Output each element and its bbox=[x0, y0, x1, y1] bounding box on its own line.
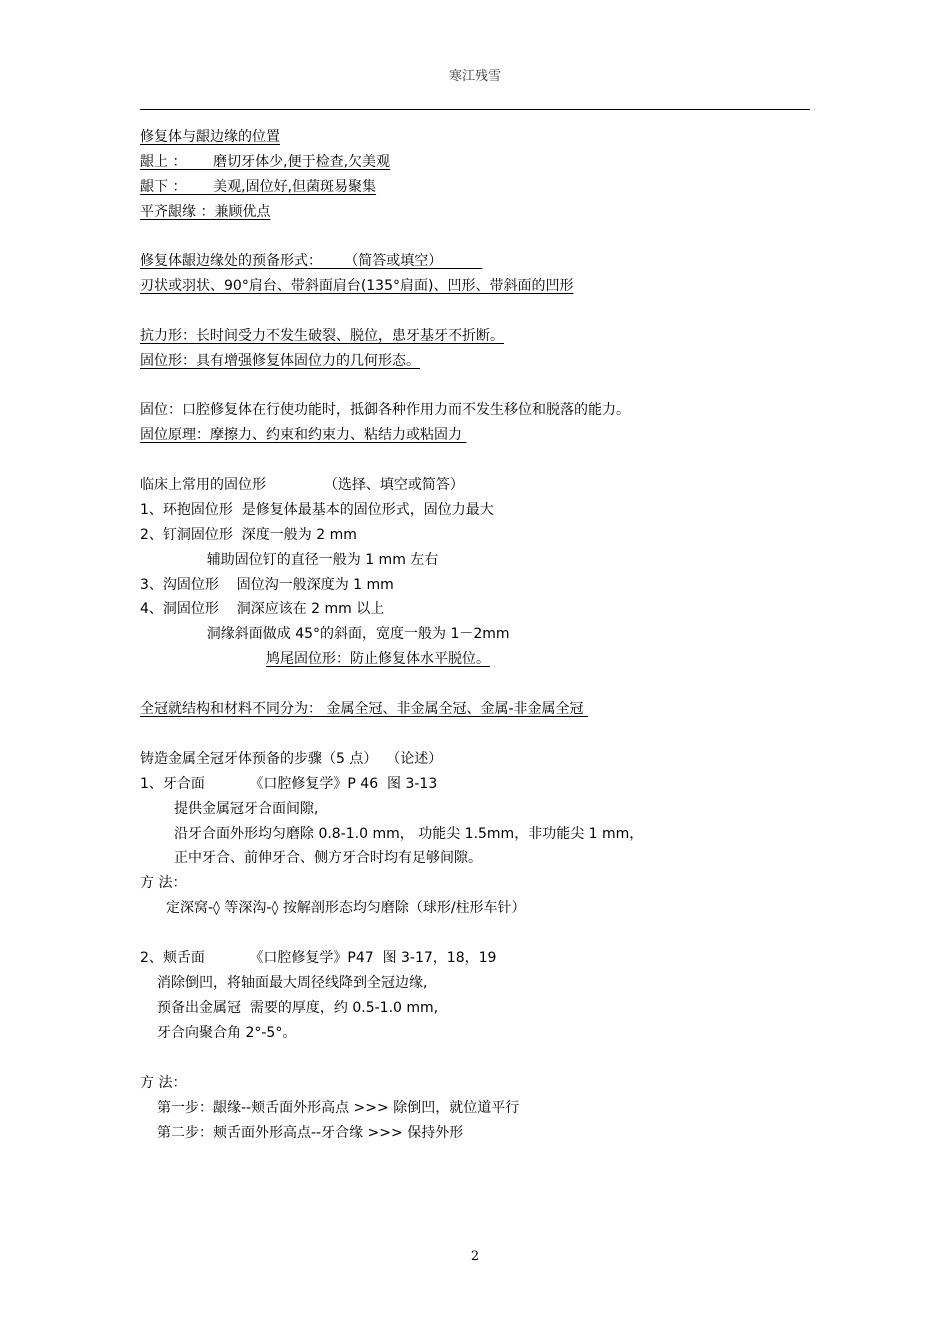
list-item-2: 2、钉洞固位形 深度一般为 2 mm bbox=[140, 527, 357, 543]
text-dovetail-retention: 鸠尾固位形：防止修复体水平脱位。 bbox=[266, 651, 490, 667]
step-1-detail-b: 沿牙合面外形均匀磨除 0.8-1.0 mm， 功能尖 1.5mm，非功能尖 1 mm， bbox=[174, 826, 644, 842]
method-2-step-1: 第一步：龈缘--颊舌面外形高点 >>> 除倒凹，就位道平行 bbox=[157, 1100, 520, 1116]
heading-margin-preparation-forms: 修复体龈边缘处的预备形式： （简答或填空） bbox=[140, 253, 483, 269]
step-2-detail-b: 预备出金属冠 需要的厚度，约 0.5-1.0 mm, bbox=[157, 1000, 439, 1016]
heading-common-retention-forms: 临床上常用的固位形 （选择、填空或简答） bbox=[140, 477, 464, 493]
list-item-4: 4、洞固位形 洞深应该在 2 mm 以上 bbox=[140, 601, 385, 617]
list-item-3: 3、沟固位形 固位沟一般深度为 1 mm bbox=[140, 577, 394, 593]
step-2-buccolingual: 2、颊舌面 《口腔修复学》P47 图 3-17，18，19 bbox=[140, 950, 497, 966]
heading-full-crown-preparation: 铸造金属全冠牙体预备的步骤（5 点） （论述） bbox=[140, 751, 443, 767]
text-subgingival: 龈下 ： 美观,固位好,但菌斑易聚集 bbox=[140, 179, 377, 195]
step-2-detail-c: 牙合向聚合角 2°-5°。 bbox=[157, 1025, 297, 1041]
text-retention-principle: 固位原理：摩擦力、约束和约束力、粘结力或粘固力 bbox=[140, 427, 467, 443]
header-rule bbox=[140, 109, 810, 110]
step-1-detail-c: 正中牙合、前伸牙合、侧方牙合时均有足够间隙。 bbox=[174, 850, 482, 866]
method-label-1: 方 法： bbox=[140, 875, 187, 891]
method-1-detail: 定深窝-◊ 等深沟-◊ 按解剖形态均匀磨除（球形/柱形车针） bbox=[166, 900, 526, 916]
method-2-step-2: 第二步：颊舌面外形高点--牙合缘 >>> 保持外形 bbox=[157, 1125, 464, 1141]
step-2-detail-a: 消除倒凹，将轴面最大周径线降到全冠边缘, bbox=[157, 975, 428, 991]
step-1-detail-a: 提供金属冠牙合面间隙, bbox=[174, 801, 319, 817]
text-retention-form: 固位形：具有增强修复体固位力的几何形态。 bbox=[140, 353, 420, 369]
list-item-4-detail: 洞缘斜面做成 45°的斜面，宽度一般为 1－2mm bbox=[140, 626, 510, 642]
step-1-occlusal: 1、牙合面 《口腔修复学》P 46 图 3-13 bbox=[140, 776, 438, 792]
text-equigingival: 平齐龈缘 ：兼顾优点 bbox=[140, 204, 271, 220]
text-resistance-form: 抗力形：长时间受力不发生破裂、脱位，患牙基牙不折断。 bbox=[140, 328, 504, 344]
text-retention-definition: 固位：口腔修复体在行使功能时，抵御各种作用力而不发生移位和脱落的能力。 bbox=[140, 402, 630, 418]
text-supragingival: 龈上 ： 磨切牙体少,便于检查,欠美观 bbox=[140, 154, 391, 170]
list-item-2-detail: 辅助固位钉的直径一般为 1 mm 左右 bbox=[140, 552, 439, 568]
method-label-2: 方 法： bbox=[140, 1075, 187, 1091]
page-number: 2 bbox=[470, 1249, 480, 1264]
heading-restoration-margin-position: 修复体与龈边缘的位置 bbox=[140, 129, 280, 145]
list-item-1: 1、环抱固位形 是修复体最基本的固位形式，固位力最大 bbox=[140, 502, 494, 518]
text-margin-forms: 刃状或羽状、90°肩台、带斜面肩台(135°肩面)、凹形、带斜面的凹形 bbox=[140, 278, 574, 294]
text-full-crown-types: 全冠就结构和材料不同分为： 金属全冠、非金属全冠、金属-非金属全冠 bbox=[140, 701, 588, 717]
page-header: 寒江残雪 bbox=[448, 69, 501, 84]
